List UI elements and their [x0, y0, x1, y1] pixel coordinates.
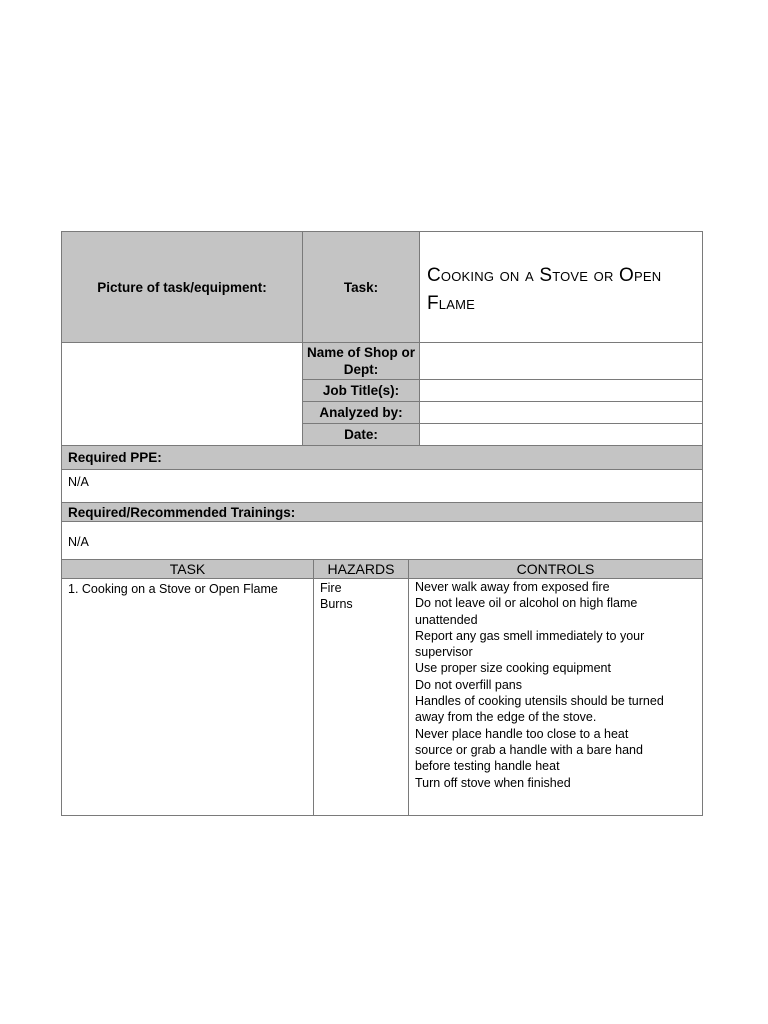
control-line: supervisor: [415, 645, 473, 660]
job-title-value-field[interactable]: [419, 379, 703, 402]
column-header-task: TASK: [61, 559, 314, 579]
trainings-value-cell: [61, 521, 703, 560]
trainings-label: Required/Recommended Trainings:: [68, 505, 296, 520]
ppe-value-cell: [61, 469, 703, 503]
shop-value-field[interactable]: [419, 342, 703, 380]
date-label: Date:: [344, 427, 378, 442]
shop-label: Name of Shop or Dept:: [306, 345, 415, 377]
control-line: away from the edge of the stove.: [415, 710, 597, 725]
control-line: before testing handle heat: [415, 759, 560, 774]
task-label: Task:: [343, 279, 379, 295]
control-line: Turn off stove when finished: [415, 775, 571, 790]
hazard-item: Burns: [320, 597, 353, 612]
control-line: Do not overfill pans: [415, 677, 523, 692]
ppe-value: N/A: [68, 475, 89, 489]
column-header-hazards: HAZARDS: [313, 559, 409, 579]
picture-area: [61, 342, 303, 446]
control-line: Use proper size cooking equipment: [415, 661, 611, 676]
control-line: Never walk away from exposed fire: [415, 580, 610, 594]
control-line: Handles of cooking utensils should be turned: [415, 694, 664, 709]
picture-label-cell: [61, 231, 303, 343]
job-title-label-cell: [302, 379, 420, 402]
table-row-task-cell: [61, 578, 314, 816]
task-label-cell: [302, 231, 420, 343]
control-line: source or grab a handle with a bare hand: [415, 742, 643, 757]
control-line: unattended: [415, 612, 478, 627]
picture-label: Picture of task/equipment:: [97, 279, 267, 295]
hazards-list: [320, 580, 408, 613]
ppe-header: [61, 445, 703, 470]
control-line: Report any gas smell immediately to your: [415, 628, 645, 643]
trainings-header: [61, 502, 703, 522]
table-row-hazards-cell: [313, 578, 409, 816]
date-value-field[interactable]: [419, 423, 703, 446]
job-title-label: Job Title(s):: [322, 383, 400, 398]
hazard-item: Fire: [320, 581, 342, 595]
control-line: Never place handle too close to a heat: [415, 726, 629, 741]
control-line: Do not leave oil or alcohol on high flame: [415, 596, 638, 611]
controls-list: [415, 579, 702, 791]
analyzed-by-value-field[interactable]: [419, 401, 703, 424]
analyzed-by-label: Analyzed by:: [319, 405, 403, 420]
table-row-controls-cell: [408, 578, 703, 816]
shop-label-cell: [302, 342, 420, 380]
task-title: Cooking on a Stove or Open Flame: [427, 265, 662, 314]
analyzed-by-label-cell: [302, 401, 420, 424]
ppe-label: Required PPE:: [68, 450, 162, 465]
task-cell-text: 1. Cooking on a Stove or Open Flame: [68, 582, 278, 596]
date-label-cell: [302, 423, 420, 446]
column-header-controls: CONTROLS: [408, 559, 703, 579]
trainings-value: N/A: [68, 535, 89, 549]
